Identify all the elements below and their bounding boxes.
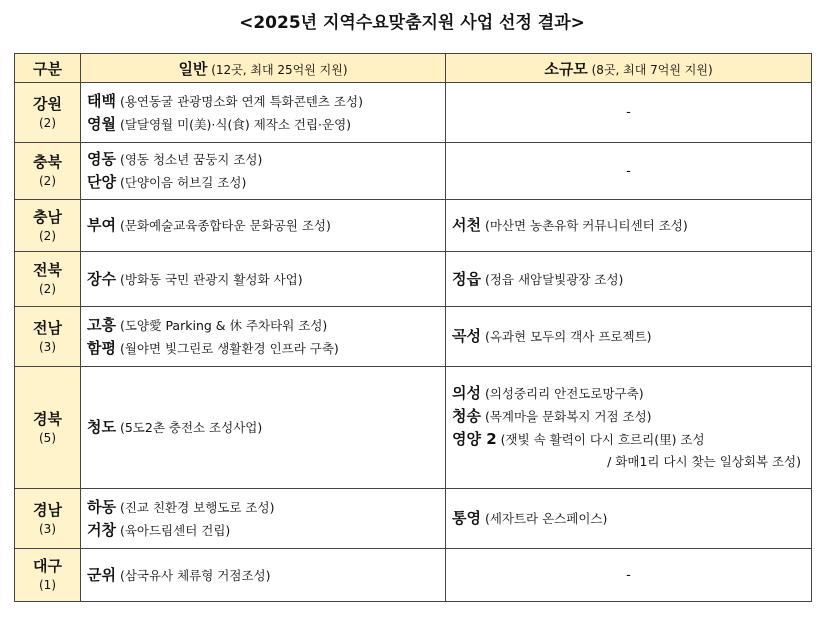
region-cell xyxy=(15,489,81,549)
project-item: 부여 (문화예술교육종합타운 문화공원 조성) xyxy=(87,216,331,234)
project-item-continuation: / 화매1리 다시 찾는 일상회복 조성) xyxy=(607,454,801,469)
project-item: 군위 (삼국유사 체류형 거점조성) xyxy=(87,565,271,584)
region-cell xyxy=(15,252,81,307)
project-item: 함평 (월야면 빛그린로 생활환경 인프라 구축) xyxy=(87,338,339,357)
region-count: (2) xyxy=(39,115,56,130)
project-item: 거창 (육아드림센터 건립) xyxy=(87,520,231,539)
small-cell-empty: - xyxy=(446,549,812,602)
region-name: 전북 xyxy=(33,261,62,279)
project-item: 고흥 (도양愛 Parking & 休 주차타워 조성) xyxy=(87,315,328,334)
table-row xyxy=(15,252,812,307)
general-cell xyxy=(81,489,446,549)
region-cell xyxy=(15,143,81,200)
table-header-row xyxy=(15,54,812,83)
project-item: 태백 (용연동굴 관광명소화 연계 특화콘텐츠 조성) xyxy=(87,91,363,110)
header-small: 소규모 (8곳, 최대 7억원 지원) xyxy=(446,54,812,83)
project-item: 단양 (단양이음 허브길 조성) xyxy=(87,173,247,191)
general-cell xyxy=(81,83,446,143)
region-count: (1) xyxy=(39,578,56,592)
region-cell xyxy=(15,367,81,489)
general-cell xyxy=(81,252,446,307)
general-cell xyxy=(81,549,446,602)
region-cell xyxy=(15,83,81,143)
small-cell-empty: - xyxy=(446,143,812,200)
table-row xyxy=(15,549,812,602)
region-name: 충남 xyxy=(33,207,62,226)
project-item: 서천 (마산면 농촌유학 커뮤니티센터 조성) xyxy=(452,216,688,234)
table-row xyxy=(15,307,812,367)
table-row xyxy=(15,143,812,200)
header-general: 일반 (12곳, 최대 25억원 지원) xyxy=(81,54,446,83)
small-cell xyxy=(446,489,812,549)
general-cell xyxy=(81,200,446,252)
region-count: (3) xyxy=(39,521,56,536)
small-cell xyxy=(446,367,812,489)
region-name: 충북 xyxy=(33,153,62,171)
project-item: 영월 (달달영월 미(美)·식(食) 제작소 건립·운영) xyxy=(87,114,352,133)
project-item: 하동 (진교 친환경 보행도로 조성) xyxy=(87,497,275,516)
region-count: (2) xyxy=(39,228,56,243)
general-cell xyxy=(81,143,446,200)
project-item: 영동 (영동 청소년 꿈둥지 조성) xyxy=(87,150,263,168)
region-name: 대구 xyxy=(33,557,62,575)
region-name: 강원 xyxy=(33,94,62,113)
table-row xyxy=(15,200,812,252)
region-count: (5) xyxy=(39,430,56,445)
small-cell xyxy=(446,252,812,307)
project-item: 의성 (의성중리리 안전도로망구축) xyxy=(452,384,644,402)
region-cell xyxy=(15,549,81,602)
small-cell xyxy=(446,200,812,252)
project-item: 통영 (세자트라 온스페이스) xyxy=(452,509,608,527)
small-cell xyxy=(446,307,812,367)
project-item: 영양 2 (잿빛 속 활력이 다시 흐르리(里) 조성 xyxy=(452,430,705,448)
general-cell xyxy=(81,307,446,367)
region-count: (2) xyxy=(39,282,56,296)
project-item: 곡성 (옥과현 모두의 객사 프로젝트) xyxy=(452,327,652,345)
project-item: 청도 (5도2촌 충전소 조성사업) xyxy=(87,418,263,436)
general-cell xyxy=(81,367,446,489)
region-name: 경북 xyxy=(33,409,62,428)
table-row xyxy=(15,83,812,143)
header-category: 구분 xyxy=(15,54,81,83)
region-count: (3) xyxy=(39,339,56,354)
project-item: 청송 (목계마을 문화복지 거점 조성) xyxy=(452,407,652,425)
project-item: 장수 (방화동 국민 관광지 활성화 사업) xyxy=(87,269,303,288)
region-name: 경남 xyxy=(33,500,62,519)
region-cell xyxy=(15,200,81,252)
selection-result-table xyxy=(14,53,812,602)
region-cell xyxy=(15,307,81,367)
table-row xyxy=(15,489,812,549)
project-item: 정읍 (정읍 새암달빛광장 조성) xyxy=(452,269,624,288)
region-name: 전남 xyxy=(33,318,62,337)
region-count: (2) xyxy=(39,174,56,188)
small-cell-empty: - xyxy=(446,83,812,143)
page-title: <2025년 지역수요맞춤지원 사업 선정 결과> xyxy=(239,13,585,33)
table-row xyxy=(15,367,812,489)
